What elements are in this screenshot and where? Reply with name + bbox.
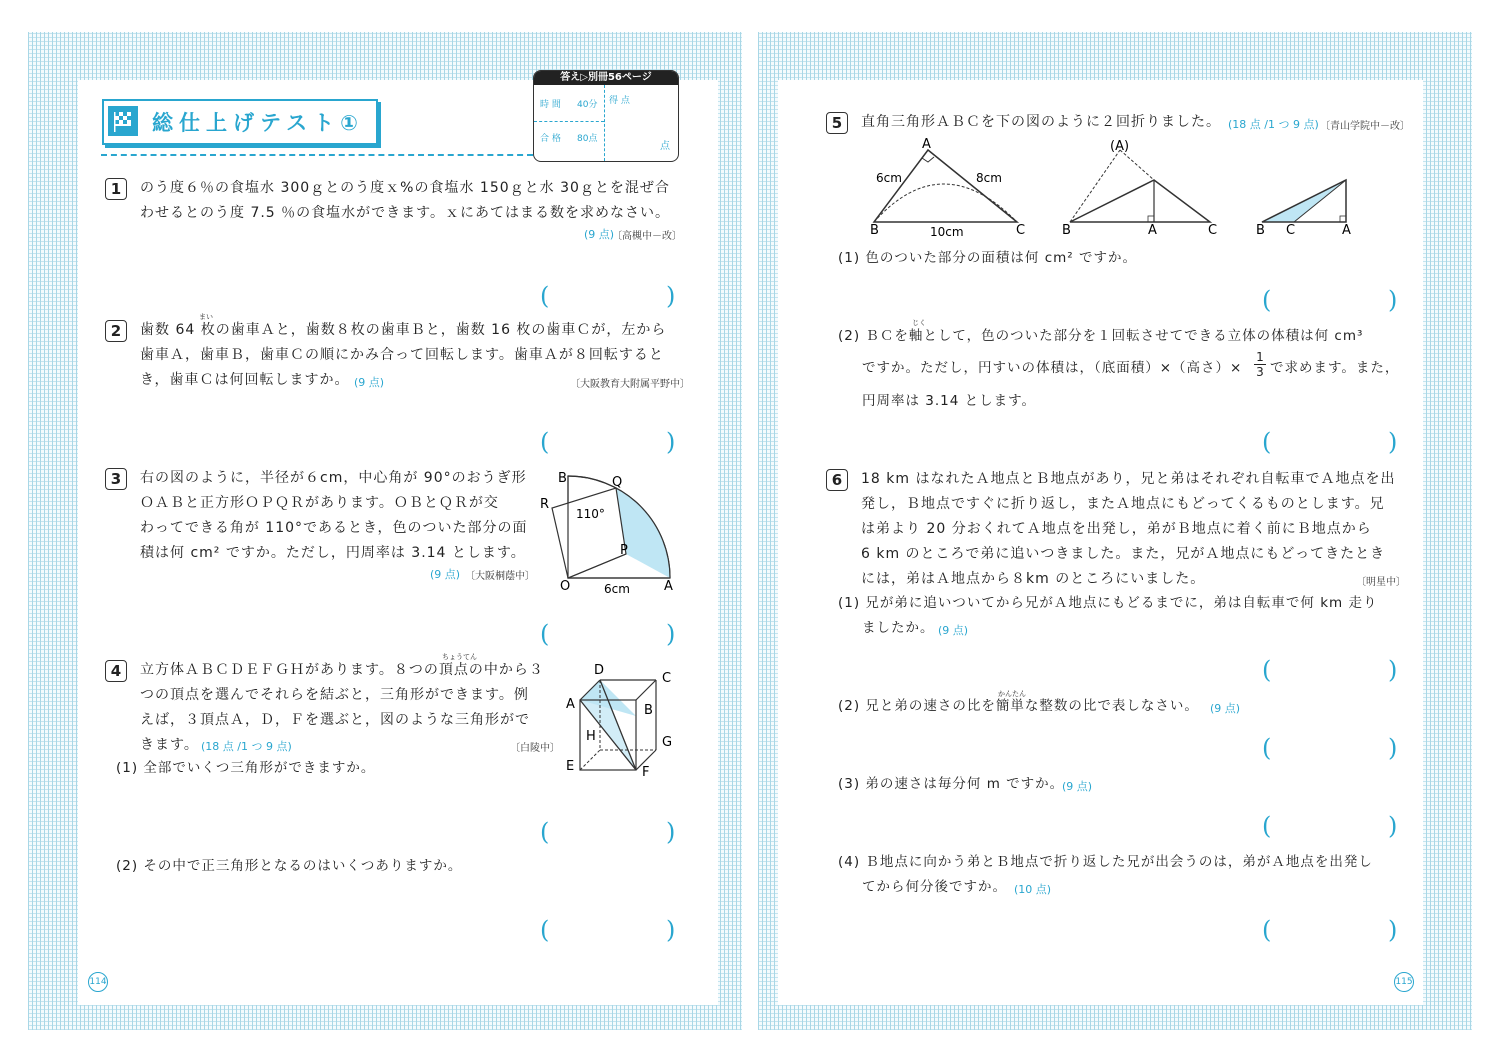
cube-label-d: D xyxy=(594,663,605,678)
question-4-line-3: えば，３頂点Ａ，Ｄ，Ｆを選ぶと，図のような三角形がで xyxy=(140,712,530,728)
fig3-label-b: B xyxy=(1256,223,1265,238)
fig1-label-ac: 8cm xyxy=(976,171,1002,185)
answer-paren-open: ( xyxy=(1262,916,1272,944)
answer-paren-open: ( xyxy=(540,916,550,944)
figure-radius-label: 6cm xyxy=(604,582,630,596)
question-4-line-1: 立方体ＡＢＣＤＥＦＧＨがあります。８つの頂点の中から３ xyxy=(140,662,544,678)
question-6-source: 〔明星中〕 xyxy=(1356,577,1406,588)
fig2-label-a: A xyxy=(1148,223,1157,238)
cube-label-a: A xyxy=(566,697,575,712)
cube-label-h: H xyxy=(586,729,596,744)
test-title: 総仕上げテスト① xyxy=(152,111,364,135)
question-5-sub-2-line-1: (2) ＢＣを軸として，色のついた部分を１回転させてできる立体の体積は何 cm³ xyxy=(838,328,1364,344)
question-2-source: 〔大阪教育大附属平野中〕 xyxy=(570,379,690,390)
answer-paren-close: ) xyxy=(1388,656,1398,684)
answer-paren-open: ( xyxy=(540,818,550,846)
fig1-label-bc: 10cm xyxy=(930,225,964,239)
question-6-sub-4-line-2: てから何分後ですか。 xyxy=(862,879,1007,895)
question-4-number: 4 xyxy=(105,660,127,682)
question-3-line-1: 右の図のように，半径が６cm，中心角が 90°のおうぎ形 xyxy=(140,470,527,486)
answer-paren-close: ) xyxy=(666,818,676,846)
question-6-ruby-kantan: かんたん xyxy=(998,690,1026,698)
question-6-sub-3-points: (9 点) xyxy=(1062,780,1093,793)
question-6-line-3: は弟より 20 分おくれてＡ地点を出発し，弟がＢ地点に着く前にＢ地点から xyxy=(861,521,1372,537)
question-2-line-2: 歯車Ａ，歯車Ｂ，歯車Ｃの順にかみ合って回転します。歯車Ａが８回転すると xyxy=(140,347,664,363)
question-3-points: (9 点) xyxy=(430,568,461,581)
question-3-source: 〔大阪桐蔭中〕 xyxy=(465,571,535,582)
fig1-label-ab: 6cm xyxy=(876,171,902,185)
figure-label-a: A xyxy=(664,579,673,594)
question-5-sub-1: (1) 色のついた部分の面積は何 cm² ですか。 xyxy=(838,250,1137,266)
question-6-sub-2: (2) 兄と弟の速さの比を簡単な整数の比で表しなさい。 xyxy=(838,698,1199,714)
question-5-sub-2-line-3: 円周率は 3.14 とします。 xyxy=(862,393,1037,409)
pass-label: 合 格 xyxy=(540,134,561,144)
question-6-sub-4-points: (10 点) xyxy=(1014,883,1052,896)
fig1-label-c: C xyxy=(1016,223,1026,238)
question-3-line-2: ＯＡＢと正方形ＯＰＱＲがあります。ＯＢとＱＲが交 xyxy=(140,495,499,511)
fraction-numerator: 1 xyxy=(1256,350,1264,364)
question-2-line-1: 歯数 64 枚の歯車Ａと，歯数８枚の歯車Ｂと，歯数 16 枚の歯車Ｃが，左から xyxy=(140,322,667,338)
question-1-number: 1 xyxy=(105,178,127,200)
figure-label-p: P xyxy=(620,543,628,558)
question-3-figure xyxy=(530,468,685,600)
pass-value: 80点 xyxy=(577,134,598,144)
answer-paren-close: ) xyxy=(1388,812,1398,840)
answer-paren-close: ) xyxy=(1388,734,1398,762)
question-4-cube-figure xyxy=(562,660,682,780)
time-value: 40分 xyxy=(577,100,598,110)
figure-angle-label: 110° xyxy=(576,507,605,521)
question-6-number: 6 xyxy=(826,469,848,491)
answer-paren-open: ( xyxy=(540,282,550,310)
question-4-sub-1: (1) 全部でいくつ三角形ができますか。 xyxy=(116,760,376,776)
question-4-source: 〔白陵中〕 xyxy=(510,743,560,754)
figure-label-o: O xyxy=(560,579,571,594)
question-3-number: 3 xyxy=(105,468,127,490)
question-6-sub-1-line-2: ましたか。 xyxy=(862,620,935,636)
question-1-line-2: わせるとのう度 7.5 ％の食塩水ができます。ｘにあてはまる数を求めなさい。 xyxy=(140,205,671,221)
fraction xyxy=(1254,350,1266,379)
test-title-box xyxy=(102,99,378,145)
question-6-line-1: 18 km はなれたＡ地点とＢ地点があり，兄と弟はそれぞれ自転車でＡ地点を出 xyxy=(861,471,1396,487)
checkered-flag-icon xyxy=(108,106,138,136)
question-6-line-2: 発し，Ｂ地点ですぐに折り返し，またＡ地点にもどってくるものとします。兄 xyxy=(861,496,1385,512)
figure-label-b: B xyxy=(558,471,567,486)
question-4-line-2: つの頂点を選んでそれらを結ぶと，三角形ができます。例 xyxy=(140,687,529,703)
question-5-points: (18 点 /1 つ 9 点) xyxy=(1228,118,1319,131)
cube-label-e: E xyxy=(566,759,575,774)
question-5-sub-2-line-2a: ですか。ただし，円すいの体積は，（底面積）×（高さ）× xyxy=(862,360,1243,376)
answer-reference: 答え▷別冊56ページ xyxy=(534,71,678,85)
question-5-source: 〔青山学院中－改〕 xyxy=(1320,121,1410,132)
figure-label-q: Q xyxy=(612,475,623,490)
question-6-sub-2-points: (9 点) xyxy=(1210,702,1241,715)
question-5-ruby-jiku: じく xyxy=(912,319,926,327)
question-4-sub-2: (2) その中で正三角形となるのはいくつありますか。 xyxy=(116,858,463,874)
question-5-sub-2-line-2b: で求めます。また， xyxy=(1270,360,1400,376)
answer-paren-close: ) xyxy=(1388,428,1398,456)
question-5-number: 5 xyxy=(826,112,848,134)
question-6-sub-1-line-1: (1) 兄が弟に追いついてから兄がＡ地点にもどるまでに，弟は自転車で何 km 走り xyxy=(838,595,1378,611)
score-row-divider xyxy=(534,121,604,122)
answer-paren-open: ( xyxy=(1262,734,1272,762)
score-label: 得 点 xyxy=(609,96,630,106)
cube-label-b: B xyxy=(644,703,653,718)
cube-label-c: C xyxy=(662,671,672,686)
question-2-line-3: き，歯車Ｃは何回転しますか。 xyxy=(140,372,350,388)
question-4-ruby: ちょうてん xyxy=(442,653,477,661)
time-label: 時 間 xyxy=(540,100,561,110)
question-5-line-1: 直角三角形ＡＢＣを下の図のように２回折りました。 xyxy=(861,114,1221,130)
answer-paren-close: ) xyxy=(666,620,676,648)
score-box xyxy=(533,70,679,162)
page-number-left: 114 xyxy=(88,972,108,992)
question-1-points: (9 点) xyxy=(584,228,615,241)
fig2-label-folded-a: (A) xyxy=(1110,139,1130,154)
question-4-points: (18 点 /1 つ 9 点) xyxy=(201,740,292,753)
question-6-line-5: には，弟はＡ地点から８km のところにいました。 xyxy=(861,571,1206,587)
question-5-figures xyxy=(862,136,1392,240)
fig3-label-a: A xyxy=(1342,223,1351,238)
question-6-sub-1-points: (9 点) xyxy=(938,624,969,637)
question-4-line-4: きます。 xyxy=(140,737,199,753)
question-6-sub-3: (3) 弟の速さは毎分何 m ですか。 xyxy=(838,776,1065,792)
answer-paren-open: ( xyxy=(1262,656,1272,684)
question-6-sub-4-line-1: (4) Ｂ地点に向かう弟とＢ地点で折り返した兄が出会うのは，弟がＡ地点を出発し xyxy=(838,854,1373,870)
score-divider xyxy=(604,85,605,161)
title-divider xyxy=(101,154,533,156)
answer-paren-open: ( xyxy=(1262,428,1272,456)
fraction-denominator: 3 xyxy=(1254,364,1266,379)
answer-paren-close: ) xyxy=(666,428,676,456)
fig1-label-a: A xyxy=(922,137,931,152)
question-2-number: 2 xyxy=(105,320,127,342)
question-3-line-4: 積は何 cm² ですか。ただし，円周率は 3.14 とします。 xyxy=(140,545,526,561)
answer-paren-open: ( xyxy=(1262,286,1272,314)
question-1-line-1: のう度６％の食塩水 300ｇとのう度ｘ%の食塩水 150ｇと水 30ｇとを混ぜ合 xyxy=(140,180,670,196)
figure-label-r: R xyxy=(540,497,550,512)
fig3-label-c: C xyxy=(1286,223,1296,238)
page-number-right: 115 xyxy=(1394,972,1414,992)
answer-paren-open: ( xyxy=(540,428,550,456)
answer-paren-close: ) xyxy=(1388,286,1398,314)
answer-paren-close: ) xyxy=(666,282,676,310)
fig1-label-b: B xyxy=(870,223,879,238)
question-6-line-4: 6 km のところで弟に追いつきました。また，兄がＡ地点にもどってきたとき xyxy=(861,546,1386,562)
question-3-line-3: わってできる角が 110°であるとき，色のついた部分の面 xyxy=(140,520,528,536)
fig2-label-c: C xyxy=(1208,223,1218,238)
question-2-ruby: まい xyxy=(199,313,213,321)
fig2-label-b: B xyxy=(1062,223,1071,238)
cube-label-g: G xyxy=(662,735,673,750)
question-1-source: 〔高槻中－改〕 xyxy=(612,231,682,242)
score-unit: 点 xyxy=(660,141,670,152)
answer-paren-close: ) xyxy=(1388,916,1398,944)
answer-paren-open: ( xyxy=(1262,812,1272,840)
cube-label-f: F xyxy=(642,765,650,780)
answer-paren-close: ) xyxy=(666,916,676,944)
question-2-points: (9 点) xyxy=(354,376,385,389)
answer-paren-open: ( xyxy=(540,620,550,648)
